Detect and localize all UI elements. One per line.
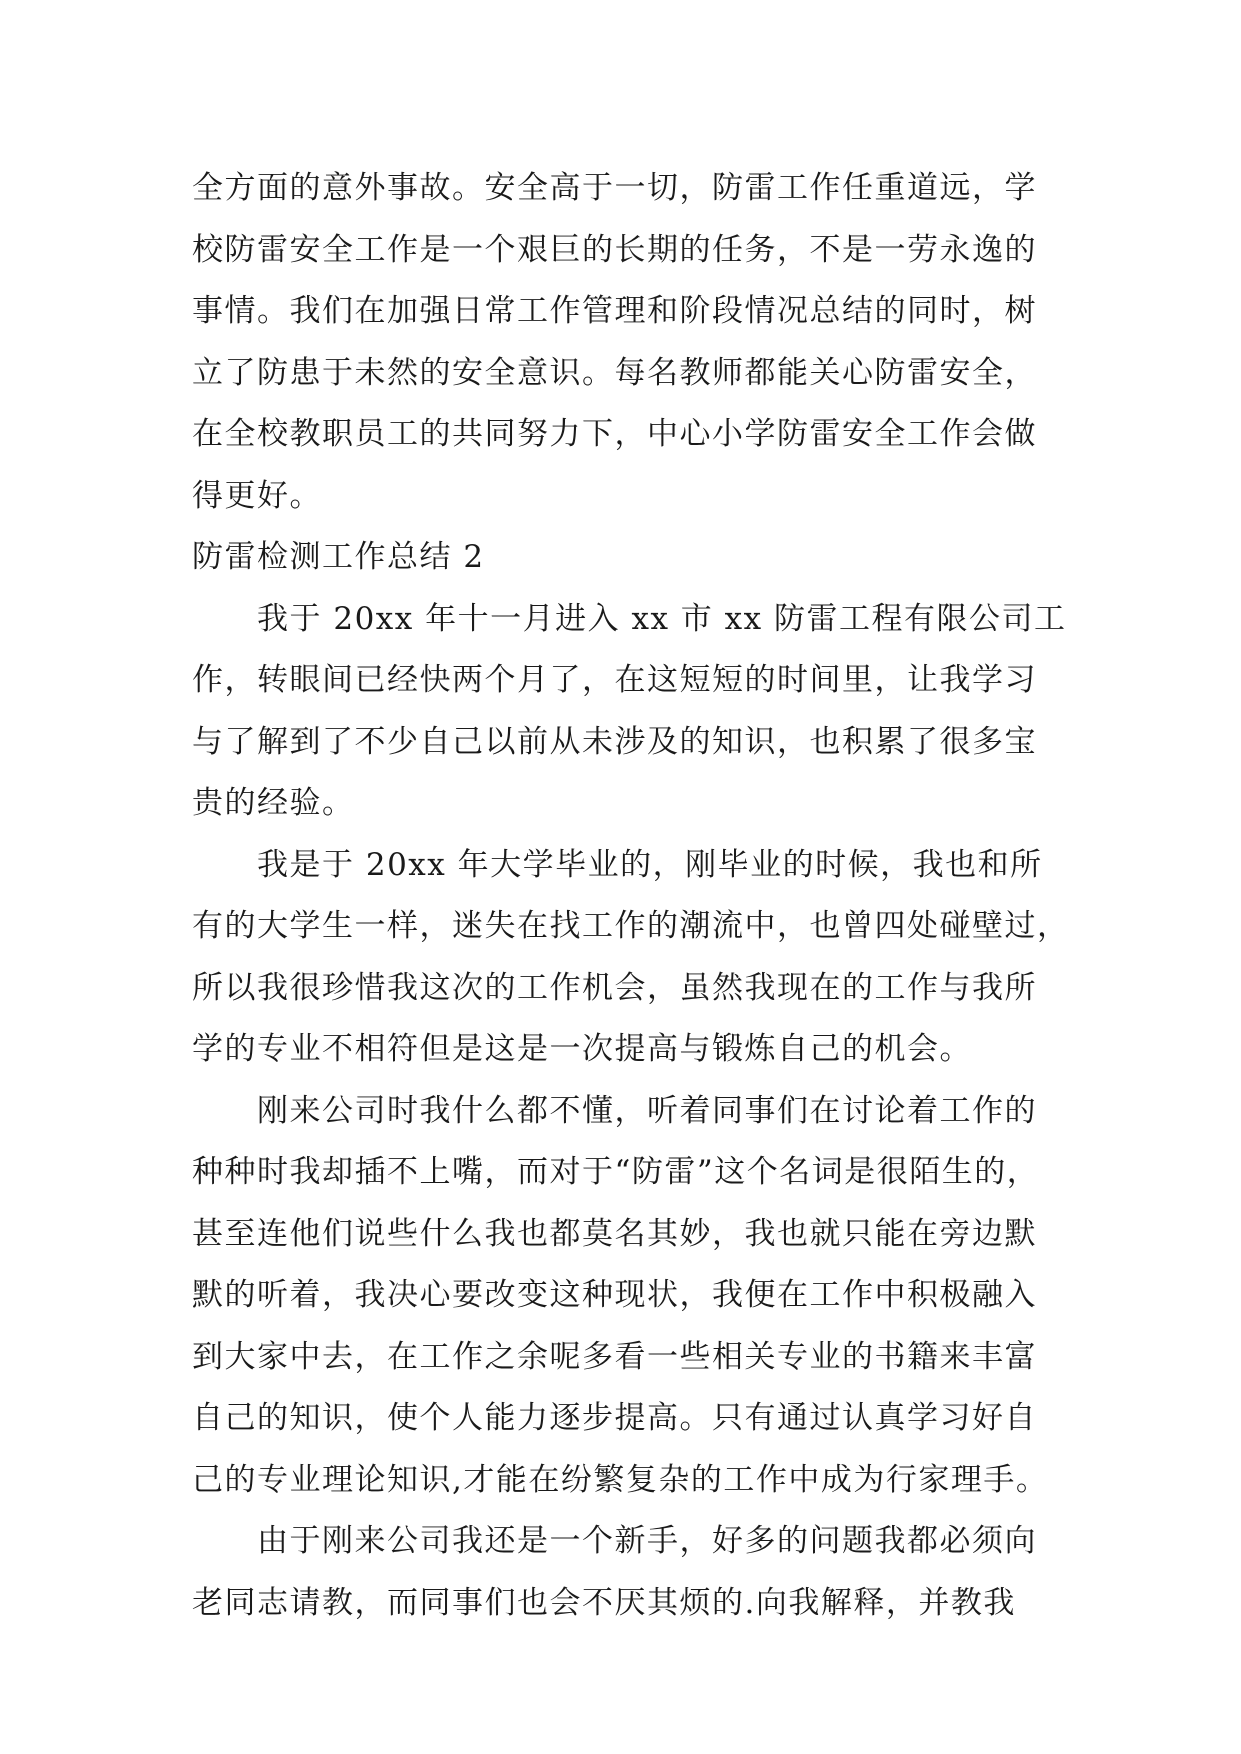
body-line-21: 自己的知识，使个人能力逐步提高。只有通过认真学习好自 [192,1400,1037,1436]
body-line-2: 校防雷安全工作是一个艰巨的长期的任务，不是一劳永逸的 [192,231,1037,268]
body-line-15: 学的专业不相符但是这是一次提高与锻炼自己的机会。 [192,1031,972,1067]
body-line-20: 到大家中去，在工作之余呢多看一些相关专业的书籍来丰富 [192,1338,1037,1375]
body-line-16: 刚来公司时我什么都不懂，听着同事们在讨论着工作的 [192,1092,1037,1129]
body-line-5: 在全校教职员工的共同努力下，中心小学防雷安全工作会做 [192,416,1037,452]
body-line-22: 己的专业理论知识,才能在纷繁复杂的工作中成为行家理手。 [192,1461,1049,1498]
body-line-9: 作，转眼间已经快两个月了，在这短短的时间里，让我学习 [192,662,1037,698]
document-body [192,158,1072,1634]
body-line-11: 贵的经验。 [192,785,355,821]
body-line-18: 甚至连他们说些什么我也都莫名其妙，我也就只能在旁边默 [192,1215,1037,1252]
section-heading: 防雷检测工作总结 2 [192,539,485,575]
body-line-14: 所以我很珍惜我这次的工作机会，虽然我现在的工作与我所 [192,969,1037,1006]
body-line-4: 立了防患于未然的安全意识。每名教师都能关心防雷安全， [192,354,1037,391]
body-line-19: 默的听着，我决心要改变这种现状，我便在工作中积极融入 [192,1277,1037,1313]
body-line-12: 我是于 20xx 年大学毕业的，刚毕业的时候，我也和所 [192,846,1043,883]
body-line-24: 老同志请教，而同事们也会不厌其烦的.向我解释，并教我 [192,1584,1016,1621]
body-line-13: 有的大学生一样，迷失在找工作的潮流中，也曾四处碰壁过， [192,908,1070,944]
body-line-6: 得更好。 [192,477,322,514]
body-line-8: 我于 20xx 年十一月进入 xx 市 xx 防雷工程有限公司工 [192,600,1067,637]
body-line-17: 种种时我却插不上嘴，而对于“防雷”这个名词是很陌生的， [192,1154,1040,1190]
body-line-1: 全方面的意外事故。安全高于一切，防雷工作任重道远，学 [192,170,1037,206]
body-line-3: 事情。我们在加强日常工作管理和阶段情况总结的同时，树 [192,293,1037,329]
body-line-10: 与了解到了不少自己以前从未涉及的知识，也积累了很多宝 [192,723,1037,760]
body-line-23: 由于刚来公司我还是一个新手，好多的问题我都必须向 [192,1523,1037,1559]
